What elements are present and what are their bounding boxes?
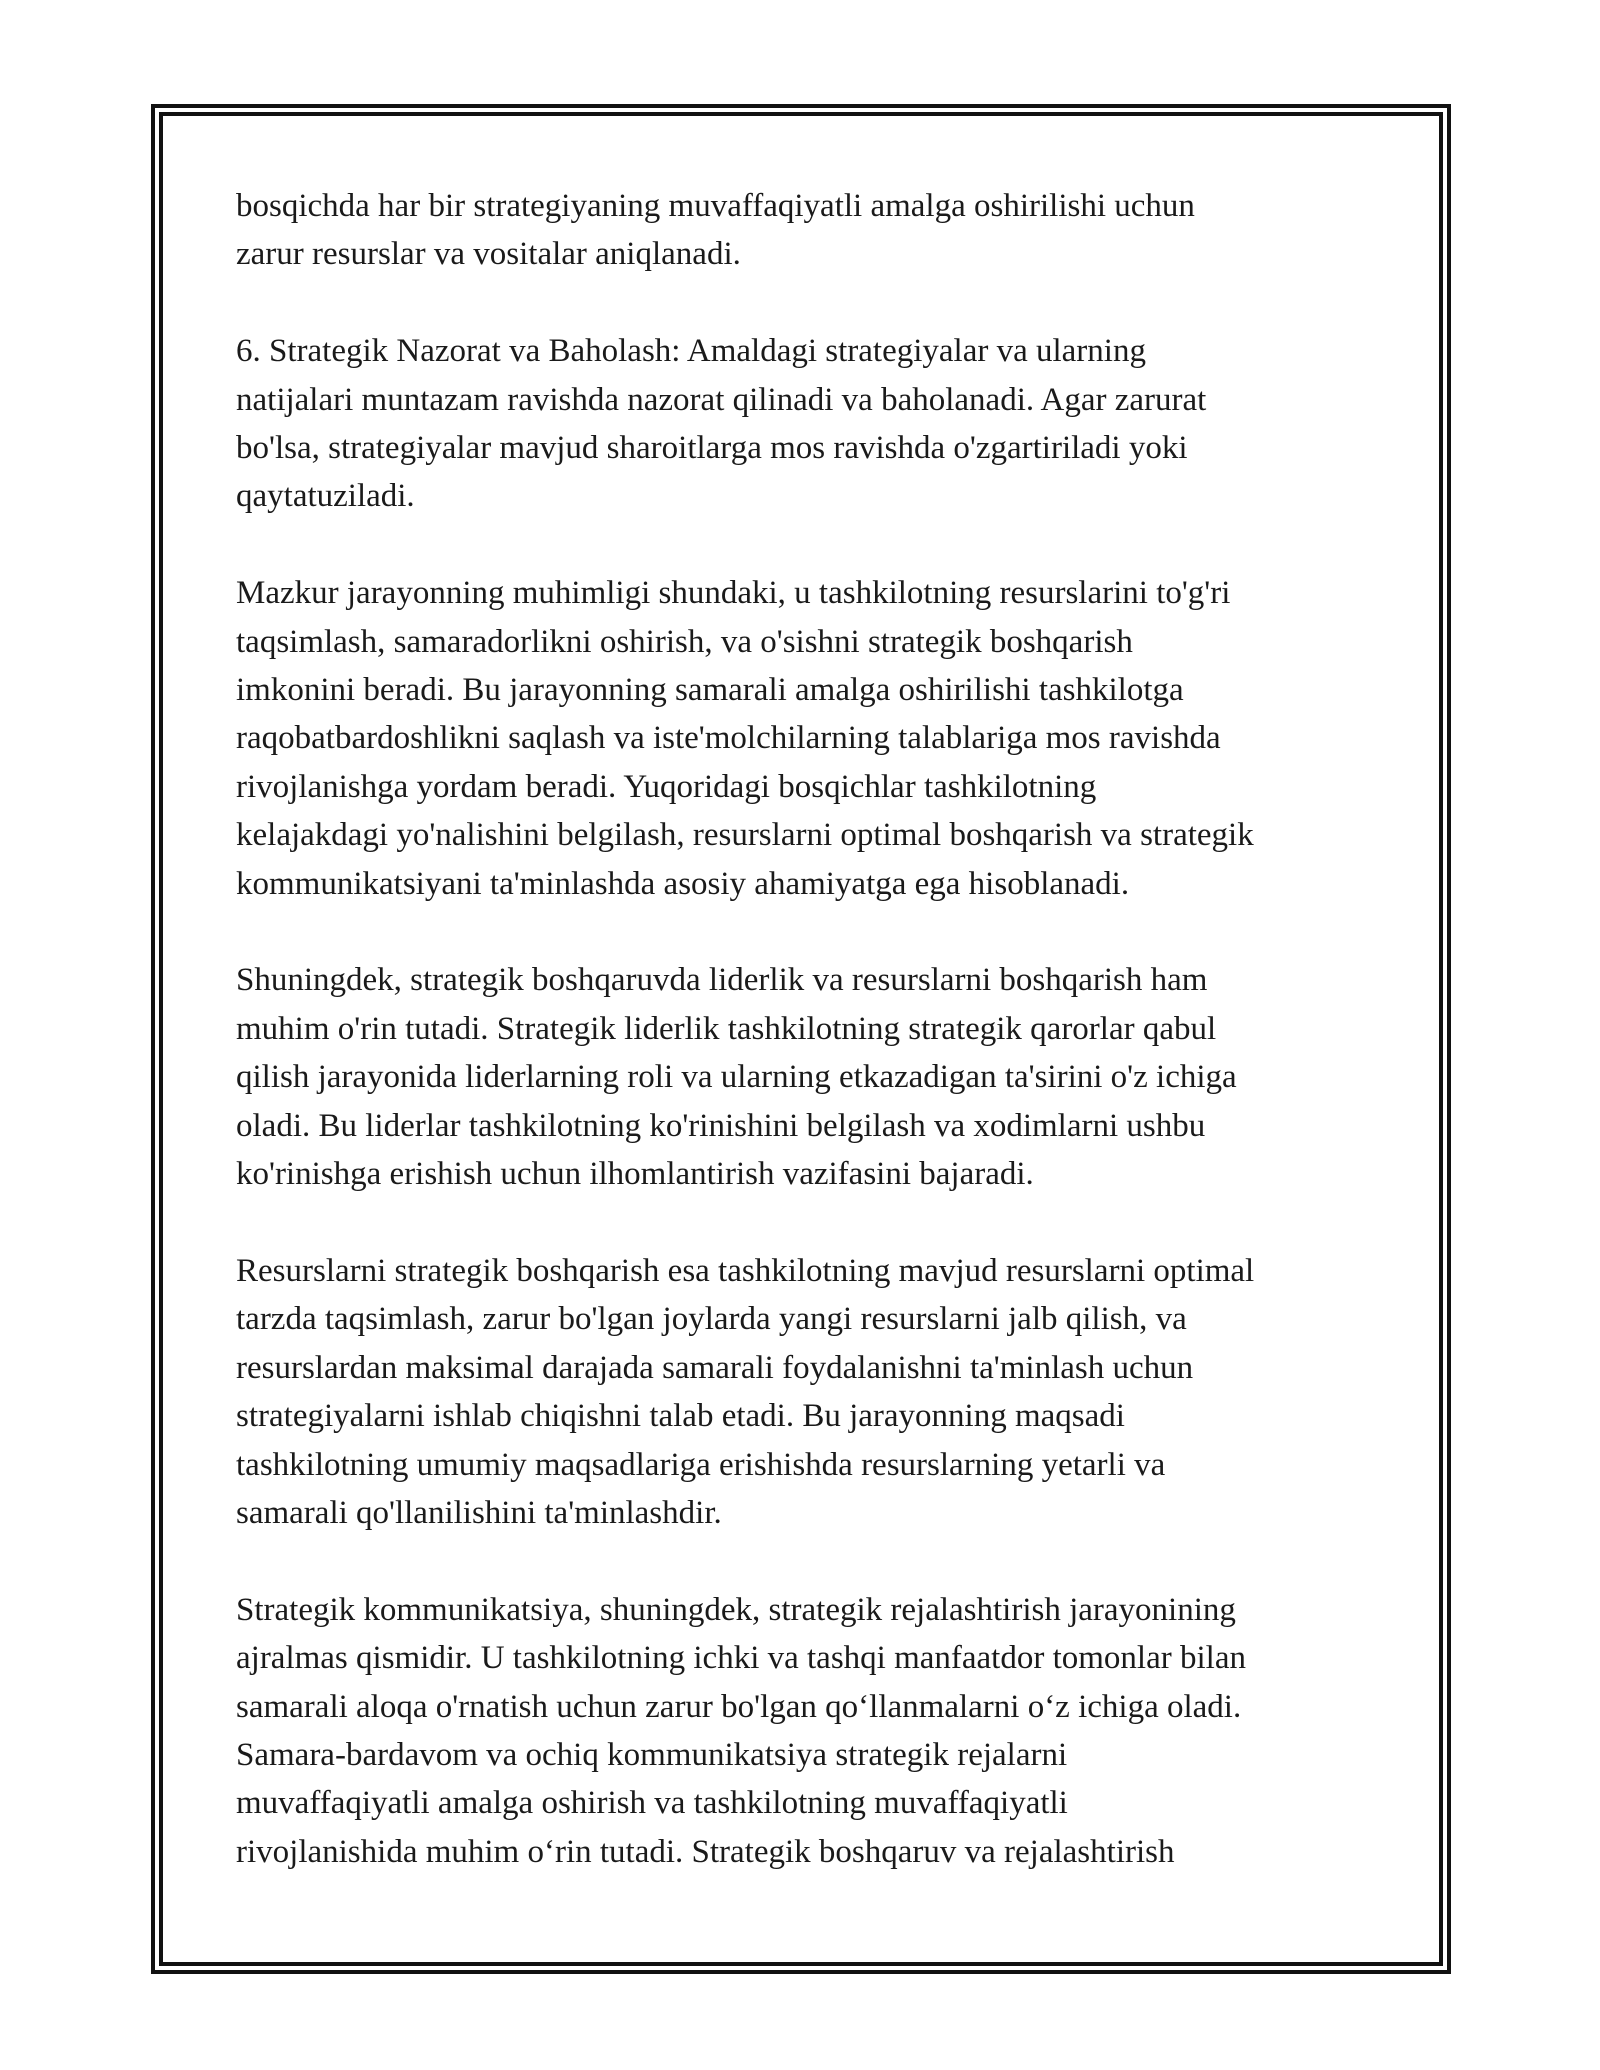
text-line: ko'rinishga erishish uchun ilhomlantirish vazifasini bajaradi. <box>236 1156 1034 1193</box>
text-line: resurslardan maksimal darajada samarali foydalanishni ta'minlash uchun <box>236 1349 1194 1386</box>
document-body <box>236 182 1396 1876</box>
text-line: kommunikatsiyani ta'minlashda asosiy ahamiyatga ega hisoblanadi. <box>236 865 1130 902</box>
paragraph-resource-management <box>236 1247 1396 1537</box>
text-line: taqsimlash, samaradorlikni oshirish, va o'sishni strategik boshqarish <box>236 623 1133 660</box>
text-line: kelajakdagi yo'nalishini belgilash, resurslarni optimal boshqarish va strategik <box>236 817 1254 854</box>
text-line: natijalari muntazam ravishda nazorat qilinadi va baholanadi. Agar zarurat <box>236 381 1207 418</box>
paragraph-strategic-control <box>236 327 1396 521</box>
text-line: 6. Strategik Nazorat va Baholash: Amaldagi strategiyalar va ularning <box>236 333 1146 370</box>
text-line: raqobatbardoshlikni saqlash va iste'molchilarning talablariga mos ravishda <box>236 720 1221 757</box>
text-line: samarali aloqa o'rnatish uchun zarur bo'lgan qo‘llanmalarni o‘z ichiga oladi. <box>236 1688 1242 1725</box>
text-line: bo'lsa, strategiyalar mavjud sharoitlarga mos ravishda o'zgartiriladi yoki <box>236 430 1188 467</box>
paragraph-process-importance <box>236 569 1396 908</box>
text-line: Resurslarni strategik boshqarish esa tashkilotning mavjud resurslarni optimal <box>236 1252 1255 1289</box>
paragraph-resources-tools <box>236 182 1396 279</box>
text-line: rivojlanishga yordam beradi. Yuqoridagi bosqichlar tashkilotning <box>236 768 1097 805</box>
text-line: tashkilotning umumiy maqsadlariga erishishda resurslarning yetarli va <box>236 1446 1166 1483</box>
text-line: Mazkur jarayonning muhimligi shundaki, u tashkilotning resurslarini to'g'ri <box>236 575 1231 612</box>
text-line: oladi. Bu liderlar tashkilotning ko'rinishini belgilash va xodimlarni ushbu <box>236 1107 1206 1144</box>
text-line: qilish jarayonida liderlarning roli va ularning etkazadigan ta'sirini o'z ichiga <box>236 1059 1237 1096</box>
text-line: Shuningdek, strategik boshqaruvda liderlik va resurslarni boshqarish ham <box>236 962 1208 999</box>
text-line: Samara-bardavom va ochiq kommunikatsiya strategik rejalarni <box>236 1736 1068 1773</box>
text-line: bosqichda har bir strategiyaning muvaffaqiyatli amalga oshirilishi uchun <box>236 188 1195 224</box>
paragraph-strategic-communication <box>236 1586 1396 1876</box>
text-line: Strategik kommunikatsiya, shuningdek, strategik rejalashtirish jarayonining <box>236 1591 1236 1628</box>
text-line: ajralmas qismidir. U tashkilotning ichki va tashqi manfaatdor tomonlar bilan <box>236 1640 1246 1677</box>
paragraph-strategic-leadership <box>236 956 1396 1198</box>
text-line: samarali qo'llanilishini ta'minlashdir. <box>236 1494 722 1531</box>
text-line: muvaffaqiyatli amalga oshirish va tashkilotning muvaffaqiyatli <box>236 1785 1068 1822</box>
text-line: qaytatuziladi. <box>236 478 415 515</box>
text-line: strategiyalarni ishlab chiqishni talab etadi. Bu jarayonning maqsadi <box>236 1398 1125 1435</box>
text-line: imkonini beradi. Bu jarayonning samarali amalga oshirilishi tashkilotga <box>236 672 1184 709</box>
text-line: muhim o'rin tutadi. Strategik liderlik tashkilotning strategik qarorlar qabul <box>236 1010 1217 1047</box>
text-line: rivojlanishida muhim o‘rin tutadi. Strategik boshqaruv va rejalashtirish <box>236 1833 1175 1870</box>
text-line: zarur resurslar va vositalar aniqlanadi. <box>236 236 741 273</box>
text-line: tarzda taqsimlash, zarur bo'lgan joylarda yangi resurslarni jalb qilish, va <box>236 1301 1187 1338</box>
